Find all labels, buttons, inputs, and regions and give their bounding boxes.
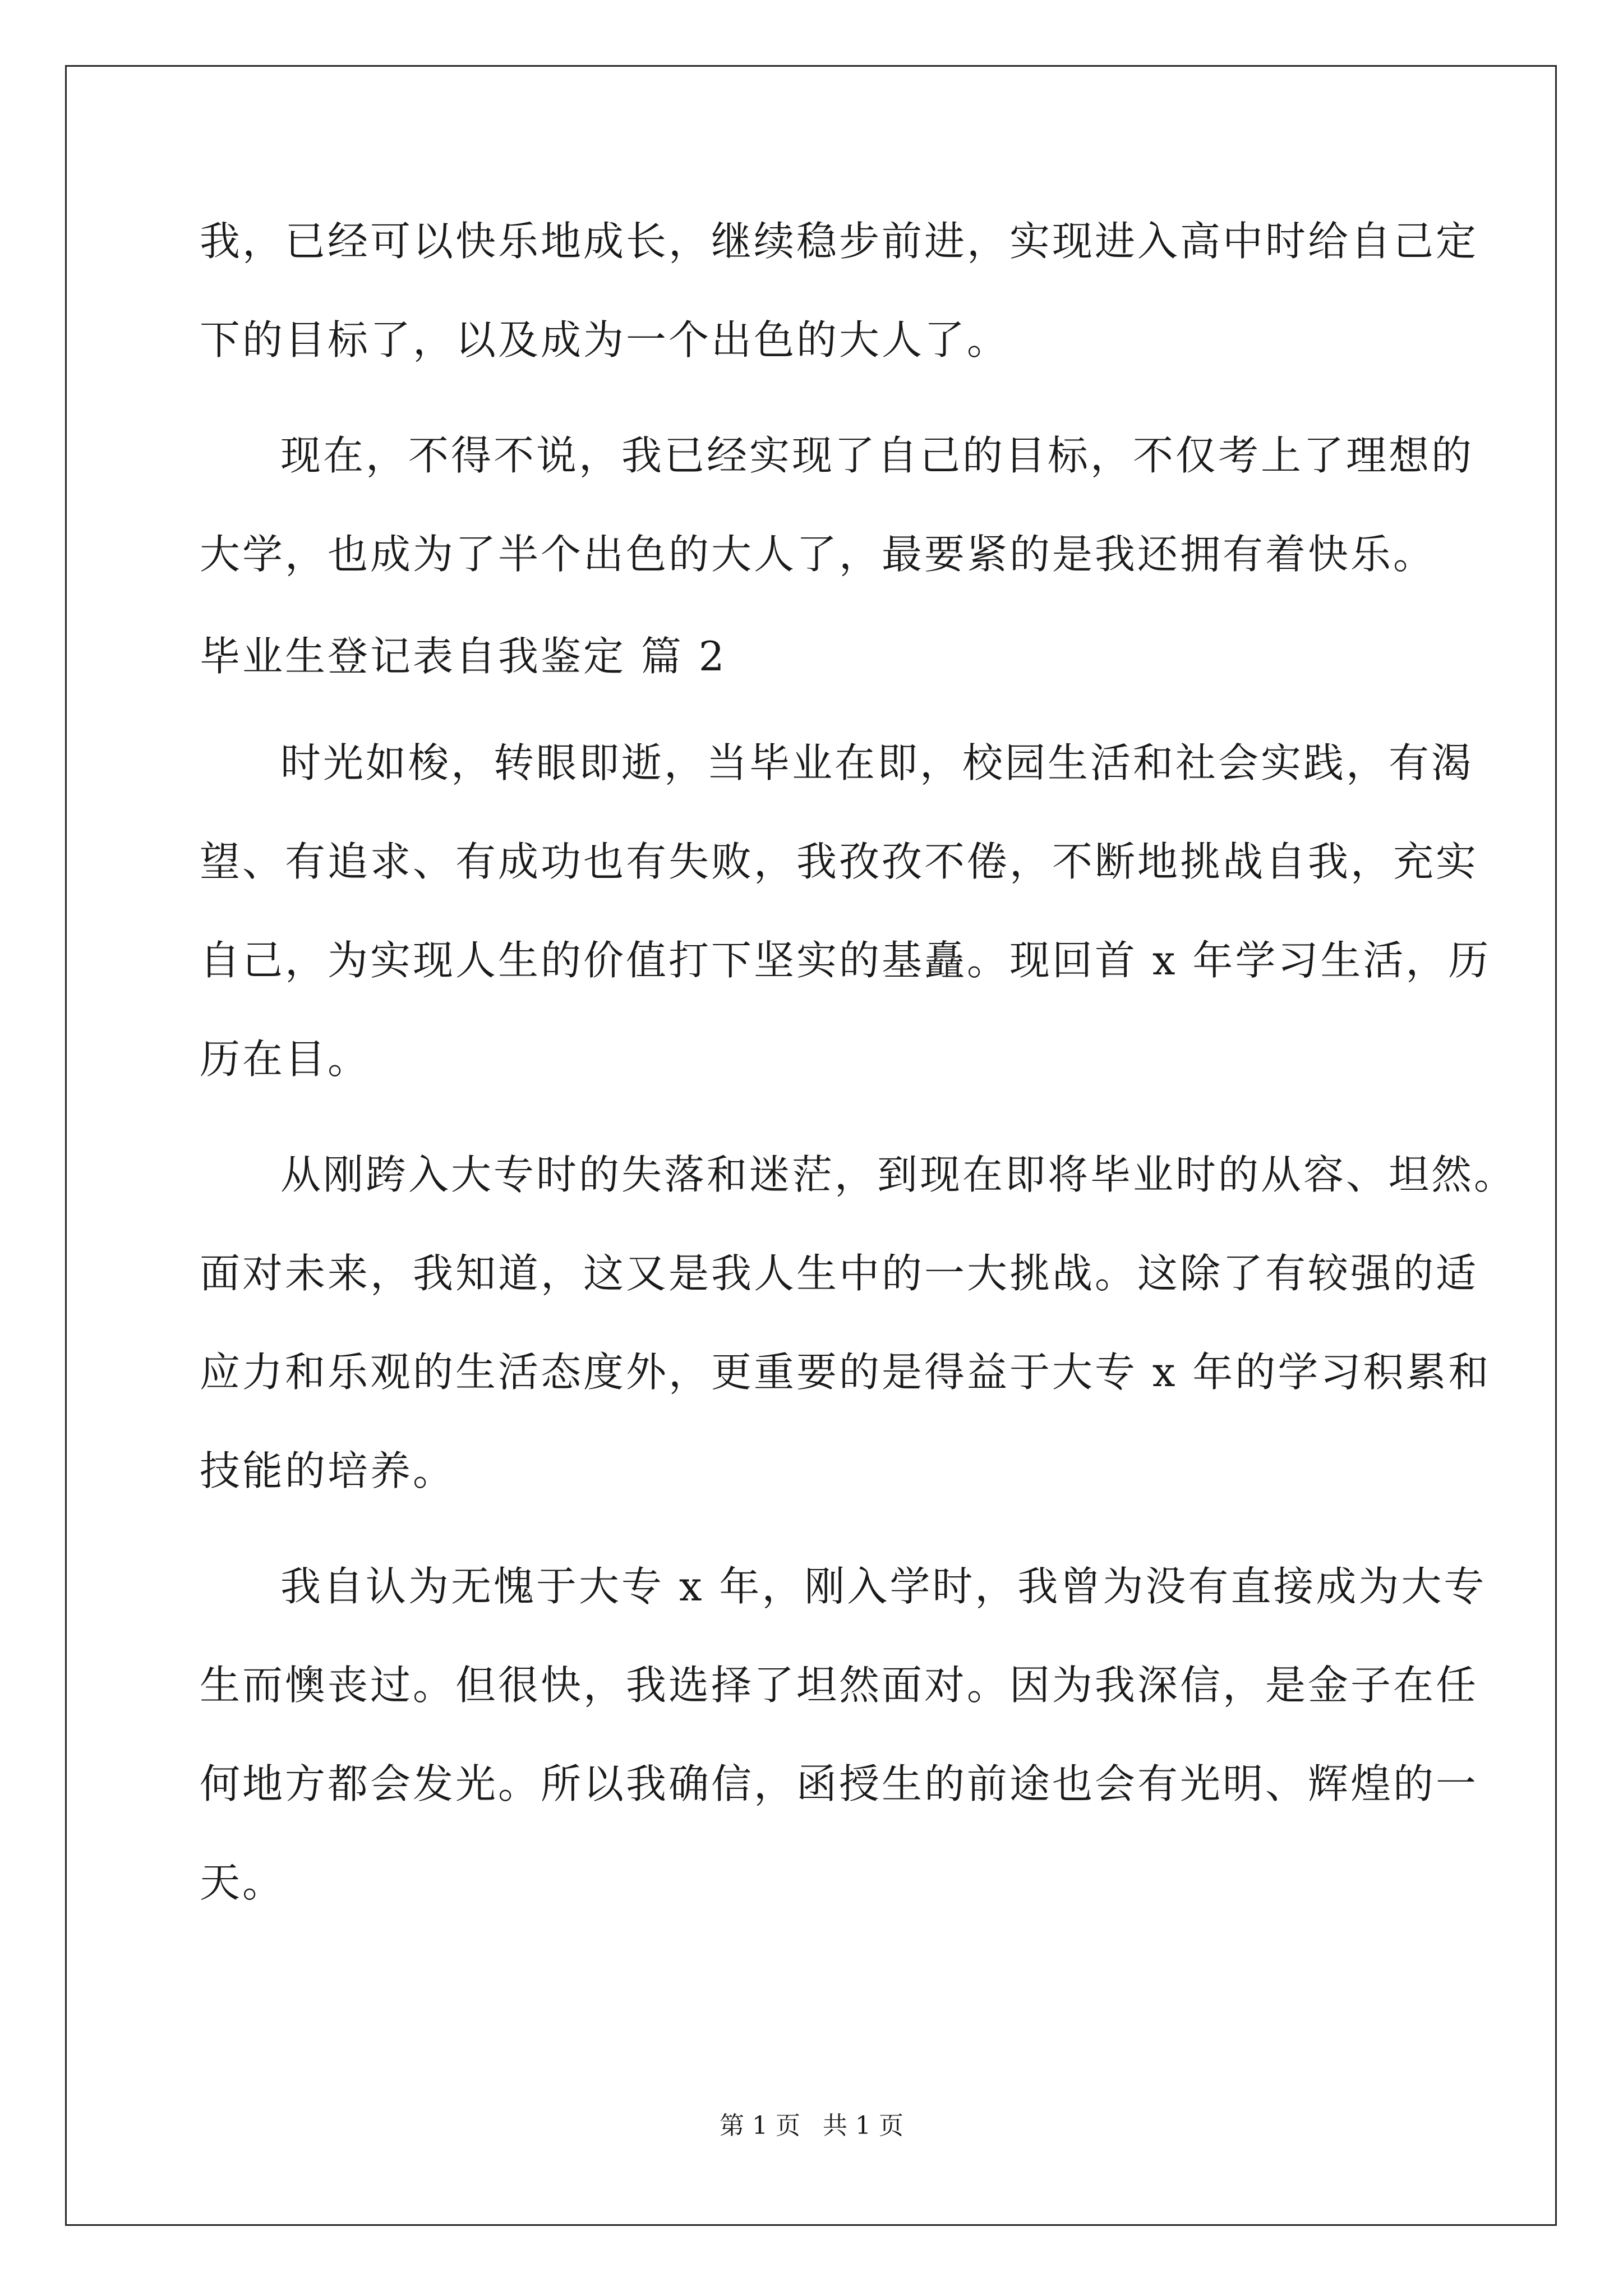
paragraph-4-line-1: 从刚跨入大专时的失落和迷茫，到现在即将毕业时的从容、坦然。 — [280, 1151, 1517, 1198]
paragraph-4-line-3: 应力和乐观的生活态度外，更重要的是得益于大专 x 年的学习积累和 — [200, 1349, 1491, 1396]
paragraph-2-line-2: 大学，也成为了半个出色的大人了，最要紧的是我还拥有着快乐。 — [200, 531, 1436, 578]
paragraph-5-line-1: 我自认为无愧于大专 x 年，刚入学时，我曾为没有直接成为大专 — [280, 1563, 1487, 1610]
paragraph-4-line-2: 面对未来，我知道，这又是我人生中的一大挑战。这除了有较强的适 — [200, 1250, 1479, 1297]
paragraph-5-line-3: 何地方都会发光。所以我确信，函授生的前途也会有光明、辉煌的一 — [200, 1760, 1479, 1807]
page-number: 第 1 页 — [720, 2111, 800, 2140]
paragraph-4-line-4: 技能的培养。 — [200, 1447, 456, 1494]
paragraph-3-line-4: 历在目。 — [200, 1036, 371, 1083]
paragraph-2-line-1: 现在，不得不说，我已经实现了自己的目标，不仅考上了理想的 — [280, 432, 1474, 479]
paragraph-1-line-1: 我，已经可以快乐地成长，继续稳步前进，实现进入高中时给自己定 — [200, 218, 1479, 265]
paragraph-1-line-2: 下的目标了，以及成为一个出色的大人了。 — [200, 316, 1010, 364]
paragraph-5-line-2: 生而懊丧过。但很快，我选择了坦然面对。因为我深信，是金子在任 — [200, 1662, 1479, 1709]
paragraph-3-line-2: 望、有追求、有成功也有失败，我孜孜不倦，不断地挑战自我，充实 — [200, 838, 1479, 885]
page-border — [65, 65, 1557, 2226]
page-total: 共 1 页 — [823, 2111, 903, 2140]
page-footer — [0, 2109, 1623, 2143]
paragraph-5-line-4: 天。 — [200, 1859, 285, 1906]
paragraph-3-line-1: 时光如梭，转眼即逝，当毕业在即，校园生活和社会实践，有渴 — [280, 739, 1474, 786]
section-heading: 毕业生登记表自我鉴定 篇 2 — [200, 633, 727, 680]
paragraph-3-line-3: 自己，为实现人生的价值打下坚实的基矗。现回首 x 年学习生活，历 — [200, 937, 1491, 984]
